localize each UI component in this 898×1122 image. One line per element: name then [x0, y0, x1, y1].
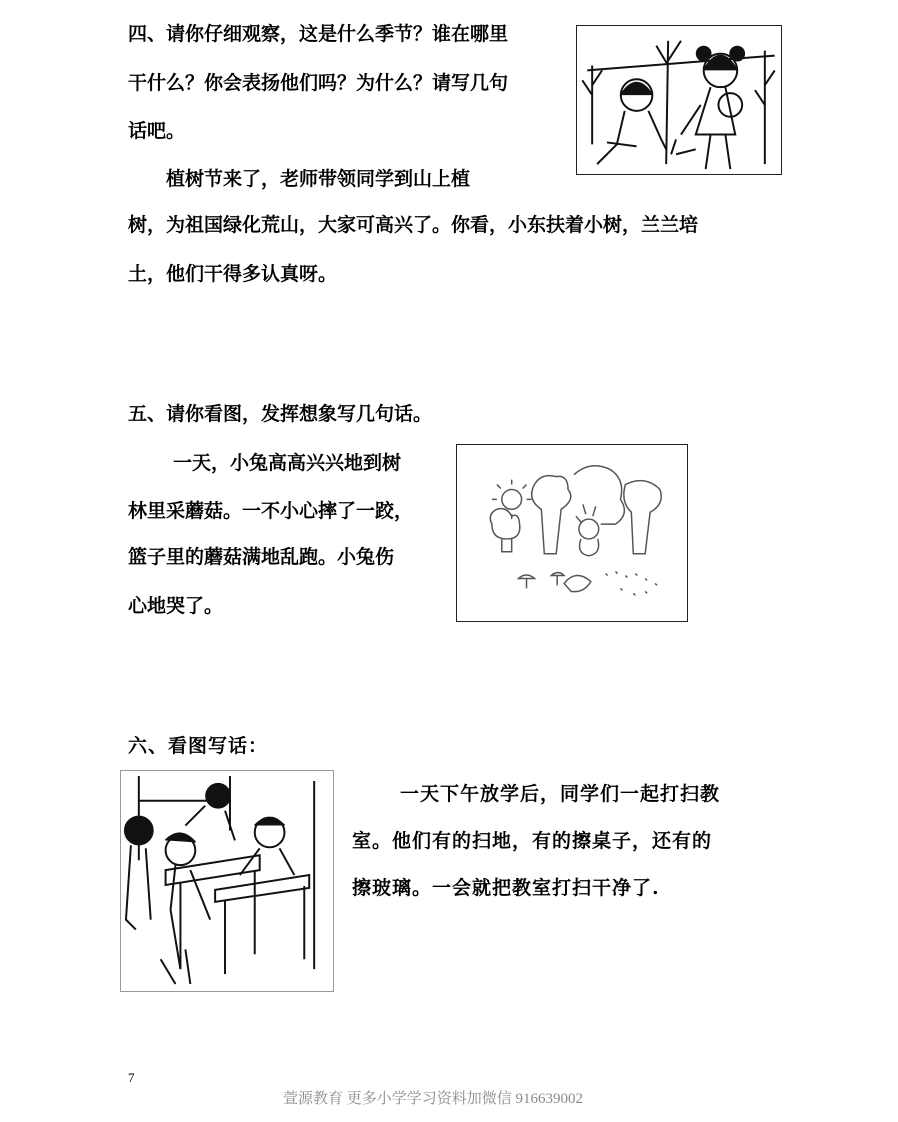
section5-answer-line-4: 心地哭了。 [128, 595, 224, 617]
tree-planting-illustration [576, 25, 782, 175]
section4-prompt-line-2: 干什么？你会表扬他们吗？为什么？请写几句 [128, 72, 509, 94]
section5-prompt: 五、请你看图，发挥想象写几句话。 [128, 403, 433, 425]
rabbit-mushroom-illustration [456, 444, 688, 622]
page-number: 7 [128, 1070, 135, 1085]
section4-answer-line-2: 树，为祖国绿化荒山，大家可高兴了。你看，小东扶着小树，兰兰培 [128, 214, 699, 236]
classroom-cleaning-illustration [120, 770, 334, 992]
tree-planting-drawing [577, 26, 781, 174]
section5-answer-line-2: 林里采蘑菇。一不小心摔了一跤， [128, 500, 414, 522]
section6-answer-line-2: 室。他们有的扫地，有的擦桌子，还有的 [352, 830, 713, 852]
section4-prompt-line-3: 话吧。 [128, 120, 186, 142]
section4-prompt-line-1: 四、请你仔细观察，这是什么季节？谁在哪里 [128, 23, 509, 45]
rabbit-mushroom-drawing [457, 445, 687, 621]
section5-answer-line-1: 一天，小兔高高兴兴地到树 [173, 452, 402, 474]
section6-prompt: 六、看图写话： [128, 735, 269, 757]
classroom-cleaning-drawing [121, 771, 333, 991]
section5-answer-line-3: 篮子里的蘑菇满地乱跑。小兔伤 [128, 546, 395, 568]
section4-answer-line-1: 植树节来了，老师带领同学到山上植 [166, 168, 471, 190]
footer-text: 萱源教育 更多小学学习资料加微信 916639002 [283, 1091, 584, 1107]
section6-answer-line-3: 擦玻璃。一会就把教室打扫干净了. [352, 877, 660, 899]
section6-answer-line-1: 一天下午放学后，同学们一起打扫教 [400, 783, 721, 805]
section4-answer-line-3: 土，他们干得多认真呀。 [128, 263, 338, 285]
